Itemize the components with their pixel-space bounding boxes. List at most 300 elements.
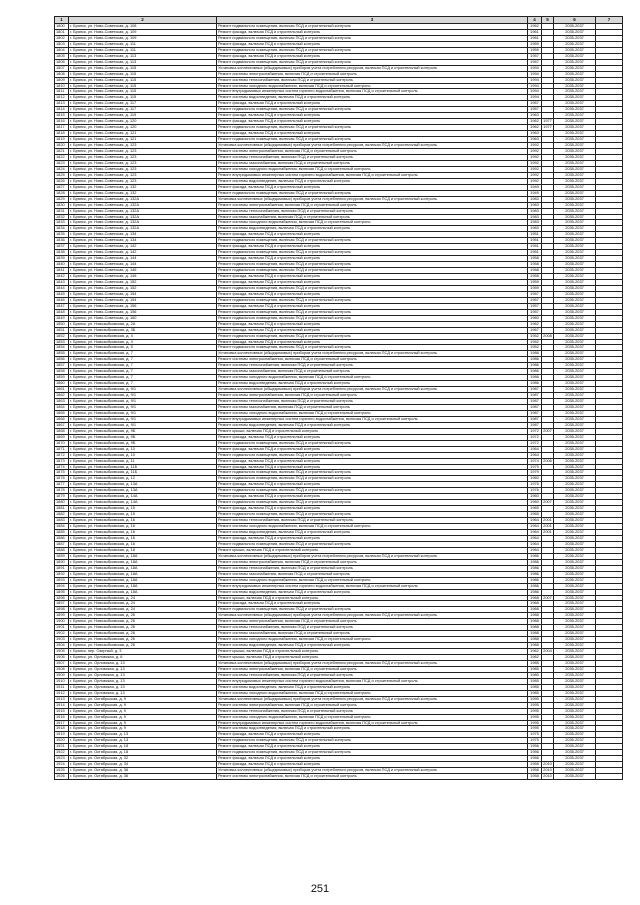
period-cell: 2035-2037 — [554, 452, 596, 458]
period-cell: 2035-2037 — [554, 309, 596, 315]
period-cell: 2035-2037 — [554, 434, 596, 440]
row-number: 1864 — [55, 405, 69, 411]
row-number: 1883 — [55, 518, 69, 524]
year-built-cell: 1963 — [528, 137, 542, 143]
address-cell: г. Брянск, ул. Новозыбковская, д. 26 — [69, 637, 217, 643]
work-type-cell: Ремонт подвального помещения, включая ПСД и строительный контроль — [217, 440, 528, 446]
address-cell: г. Брянск, ул. Орловская, д. 13 — [69, 672, 217, 678]
row-number: 1842 — [55, 274, 69, 280]
work-type-cell: Ремонт фасада, включая ПСД и строительный контроль — [217, 113, 528, 119]
year-repair-cell: 2007 — [543, 499, 552, 505]
row-number: 1924 — [55, 762, 69, 768]
period-cell: 2035-2037 — [554, 137, 596, 143]
period-cell: 2035-2037 — [554, 172, 596, 178]
address-cell: г. Брянск, ул. Новозыбковская, д. 2А — [69, 321, 217, 327]
year-built-cell: 1992 — [528, 154, 542, 160]
address-cell: г. Брянск, ул. Октябрьская, д. 13 — [69, 732, 217, 738]
year-built-cell: 1972 — [528, 428, 542, 434]
address-cell: г. Брянск, ул. Новозыбковская, д. 15 — [69, 506, 217, 512]
address-cell: г. Брянск, ул. Ново-Советская, д. 132А — [69, 214, 217, 220]
header-col-2: 2 — [69, 17, 217, 24]
year-built-cell: 1987 — [528, 416, 542, 422]
year-built-cell: 1987 — [528, 422, 542, 428]
year-built-cell: 1976 — [528, 482, 542, 488]
period-cell: 2035-2037 — [554, 351, 596, 357]
address-cell: г. Брянск, ул. Новозыбковская, д. 24 — [69, 601, 217, 607]
period-cell: 2035-2037 — [554, 268, 596, 274]
period-cell: 2035-2037 — [554, 143, 596, 149]
period-cell: 2035-2037 — [554, 690, 596, 696]
year-built-cell: 1957 — [528, 297, 542, 303]
year-built-cell: 1958 — [528, 768, 542, 774]
period-cell: 2035-2037 — [554, 476, 596, 482]
period-cell: 2035-2037 — [554, 541, 596, 547]
row-number: 1893 — [55, 577, 69, 583]
year-built-cell: 1951 — [528, 232, 542, 238]
work-type-cell: Ремонт фасада, включая ПСД и строительный контроль — [217, 464, 528, 470]
period-cell: 2035-2037 — [554, 458, 596, 464]
work-type-cell: Ремонт подвального помещения, включая ПСД и строительный контроль — [217, 238, 528, 244]
work-type-cell: Ремонт системы теплоснабжения, включая ПСД и строительный контроль — [217, 363, 528, 369]
work-type-cell: Ремонт подвального помещения, включая ПСД и строительный контроль — [217, 607, 528, 613]
period-cell: 2035-2037 — [554, 35, 596, 41]
work-type-cell: Ремонт системы газоснабжения, включая ПСД и строительный контроль — [217, 369, 528, 375]
work-type-cell: Ремонт фасада, включая ПСД и строительный контроль — [217, 506, 528, 512]
address-cell: г. Брянск, ул. Октябрьская, д. 9 — [69, 720, 217, 726]
address-cell: г. Брянск, ул. Новозыбковская, д. 9/1 — [69, 405, 217, 411]
row-number: 1891 — [55, 565, 69, 571]
work-type-cell: Ремонт фасада, включая ПСД и строительный контроль — [217, 131, 528, 137]
address-cell: г. Брянск, ул. Новозыбковская, д. 26 — [69, 613, 217, 619]
row-number: 1810 — [55, 83, 69, 89]
period-cell: 2035-2037 — [554, 440, 596, 446]
work-type-cell: Ремонт подвального помещения, включая ПСД и строительный контроль — [217, 59, 528, 65]
year-built-cell: 1988 — [528, 619, 542, 625]
header-col-6: 6 — [554, 17, 596, 24]
row-number: 1871 — [55, 446, 69, 452]
row-number: 1831 — [55, 208, 69, 214]
year-repair-cell: 2006 — [543, 458, 552, 463]
period-cell: 2035-2037 — [554, 708, 596, 714]
period-cell: 2035-2037 — [554, 696, 596, 702]
work-type-cell: Ремонт подвального помещения, включая ПСД и строительный контроль — [217, 333, 528, 339]
period-cell: 2035-2037 — [554, 41, 596, 47]
year-built-cell: 1956 — [528, 756, 542, 762]
capital-repair-table — [54, 16, 623, 780]
period-cell: 2035-2037 — [554, 285, 596, 291]
row-number: 1855 — [55, 351, 69, 357]
year-built-cell: 1972 — [528, 434, 542, 440]
work-type-cell: Установка коллективных (общедомовых) приборов учета потребления ресурсов, включая ПСД и строительный контроль — [217, 196, 528, 202]
period-cell: 2035-2037 — [554, 399, 596, 405]
work-type-cell: Ремонт внутридомовых инженерных систем горячего водоснабжения, включая ПСД и строительный контроль — [217, 583, 528, 589]
period-cell: 2035-2037 — [554, 684, 596, 690]
work-type-cell: Ремонт системы теплоснабжения, включая ПСД и строительный контроль — [217, 208, 528, 214]
year-built-cell: 1960 — [528, 476, 542, 482]
year-built-cell: 1968 — [528, 595, 542, 601]
row-number: 1895 — [55, 589, 69, 595]
year-built-cell: 1964 — [528, 541, 542, 547]
row-number: 1854 — [55, 345, 69, 351]
address-cell: г. Брянск, ул. Новозыбковская, д. 10 — [69, 452, 217, 458]
address-cell: г. Брянск, ул. Новозыбковская, д. 16 — [69, 541, 217, 547]
row-number: 1806 — [55, 59, 69, 65]
address-cell: г. Брянск, ул. Ново-Советская, д. 119 — [69, 113, 217, 119]
period-cell: 2035-2037 — [554, 24, 596, 30]
year-built-cell: 1995 — [528, 696, 542, 702]
year-built-cell: 1985 — [528, 678, 542, 684]
year-built-cell: 1987 — [528, 405, 542, 411]
work-type-cell: Ремонт системы газоснабжения, включая ПСД и строительный контроль — [217, 160, 528, 166]
year-built-cell: 1952 — [528, 339, 542, 345]
row-number: 1845 — [55, 291, 69, 297]
work-type-cell: Ремонт подвального помещения, включая ПСД и строительный контроль — [217, 309, 528, 315]
period-cell: 2035-2037 — [554, 208, 596, 214]
period-cell: 2035-2037 — [554, 47, 596, 53]
address-cell: г. Брянск, ул. Октябрьская, д. 34 — [69, 762, 217, 768]
work-type-cell: Ремонт системы холодного водоснабжения, включая ПСД и строительный контроль — [217, 166, 528, 172]
address-cell: г. Брянск, ул. Ново-Советская, д. 132А — [69, 220, 217, 226]
work-type-cell: Ремонт подвального помещения, включая ПСД и строительный контроль — [217, 190, 528, 196]
work-type-cell: Ремонт системы водоотведения, включая ПСД и строительный контроль — [217, 95, 528, 101]
work-type-cell: Ремонт системы теплоснабжения, включая ПСД и строительный контроль — [217, 625, 528, 631]
year-built-cell: 1957 — [528, 107, 542, 113]
period-cell: 2035-2037 — [554, 107, 596, 113]
address-cell: г. Брянск, ул. Новозыбковская, д. 9/1 — [69, 399, 217, 405]
address-cell: г. Брянск, ул. Ново-Советская, д. 144 — [69, 262, 217, 268]
address-cell: г. Брянск, ул. Ново-Советская, д. 142 — [69, 244, 217, 250]
year-built-cell: 1960 — [528, 315, 542, 321]
year-built-cell: 1995 — [528, 702, 542, 708]
address-cell: г. Брянск, ул. Ново-Советская, д. 121 — [69, 131, 217, 137]
address-cell: г. Брянск, ул. Ново-Советская, д. 160 — [69, 315, 217, 321]
work-type-cell: Ремонт системы электроснабжения, включая ПСД и строительный контроль — [217, 357, 528, 363]
address-cell: г. Брянск, ул. Новозыбковская, д. 7 — [69, 369, 217, 375]
year-built-cell: 1986 — [528, 577, 542, 583]
period-cell: 2035-2037 — [554, 101, 596, 107]
work-type-cell: Ремонт системы электроснабжения, включая ПСД и строительный контроль — [217, 393, 528, 399]
address-cell: г. Брянск, ул. Октябрьская, д. 9 — [69, 708, 217, 714]
work-type-cell: Ремонт системы электроснабжения, включая ПСД и строительный контроль — [217, 702, 528, 708]
address-cell: г. Брянск, ул. Новозыбковская, д. 16 — [69, 530, 217, 536]
header-col-7: 7 — [596, 17, 623, 24]
work-type-cell: Ремонт крыши, включая ПСД и строительный контроль — [217, 547, 528, 553]
address-cell: г. Брянск, ул. Новозыбковская, д. 4 — [69, 333, 217, 339]
period-cell: 2035-2037 — [554, 666, 596, 672]
address-cell: г. Брянск, ул. Новозыбковская, д. 11Б — [69, 464, 217, 470]
address-cell: г. Брянск, ул. Новозыбковская, д. 16 — [69, 535, 217, 541]
work-type-cell: Ремонт системы холодного водоснабжения, включая ПСД и строительный контроль — [217, 524, 528, 530]
work-type-cell: Ремонт системы водоотведения, включая ПСД и строительный контроль — [217, 530, 528, 536]
work-type-cell: Ремонт фасада, включая ПСД и строительный контроль — [217, 53, 528, 59]
address-cell: г. Брянск, ул. Ново-Советская, д. 115 — [69, 71, 217, 77]
address-cell: г. Брянск, ул. Ново-Советская, д. 134 — [69, 232, 217, 238]
year-built-cell: 1949 — [528, 190, 542, 196]
work-type-cell: Ремонт подвального помещения, включая ПСД и строительный контроль — [217, 125, 528, 131]
row-number: 1888 — [55, 547, 69, 553]
work-type-cell: Ремонт системы холодного водоснабжения, включая ПСД и строительный контроль — [217, 690, 528, 696]
year-built-cell: 1957 — [528, 303, 542, 309]
work-type-cell: Ремонт подвального помещения, включая ПСД и строительный контроль — [217, 285, 528, 291]
year-built-cell: 1983 — [528, 196, 542, 202]
period-cell: 2035-2037 — [554, 113, 596, 119]
address-cell: г. Брянск, ул. Ново-Советская, д. 132А — [69, 208, 217, 214]
header-col-4: 4 — [528, 17, 542, 24]
period-cell: 2035-2037 — [554, 607, 596, 613]
work-type-cell: Ремонт крыши, включая ПСД и строительный контроль — [217, 428, 528, 434]
address-cell: г. Брянск, ул. Новозыбковская, д. 5 — [69, 345, 217, 351]
row-number: 1865 — [55, 410, 69, 416]
period-cell: 2035-2037 — [554, 744, 596, 750]
work-type-cell: Ремонт подвального помещения, включая ПСД и строительный контроль — [217, 315, 528, 321]
period-cell: 2035-2037 — [554, 762, 596, 768]
year-built-cell: 1983 — [528, 202, 542, 208]
period-cell: 2035-2037 — [554, 619, 596, 625]
address-cell: г. Брянск, ул. Ново-Советская, д. 152 — [69, 285, 217, 291]
address-cell: г. Брянск, ул. Орловская, д. 13 — [69, 690, 217, 696]
row-number: 1900 — [55, 619, 69, 625]
period-cell: 2035-2037 — [554, 494, 596, 500]
address-cell: г. Брянск, ул. Октябрьская, д. 36 — [69, 768, 217, 774]
year-built-cell: 1985 — [528, 666, 542, 672]
year-built-cell: 1995 — [528, 708, 542, 714]
year-built-cell: 1987 — [528, 393, 542, 399]
period-cell: 2035-2037 — [554, 649, 596, 655]
year-built-cell: 1992 — [528, 178, 542, 184]
address-cell: г. Брянск, ул. Октябрьская, д. 9 — [69, 726, 217, 732]
address-cell: г. Брянск, ул. Ново-Советская, д. 123 — [69, 172, 217, 178]
address-cell: г. Брянск, ул. Новозыбковская, д. 14А — [69, 500, 217, 506]
year-built-cell: 1964 — [528, 535, 542, 541]
address-cell: г. Брянск, ул. Ново-Советская, д. 117 — [69, 107, 217, 113]
work-type-cell: Ремонт системы холодного водоснабжения, включая ПСД и строительный контроль — [217, 714, 528, 720]
address-cell: г. Брянск, ул. Ново-Советская, д. 113 — [69, 59, 217, 65]
header-col-3: 3 — [217, 17, 528, 24]
year-built-cell: 1986 — [528, 375, 542, 381]
year-built-cell: 1951 — [528, 250, 542, 256]
row-number: 1917 — [55, 720, 69, 726]
address-cell: г. Брянск, ул. Октябрьская, д. 36 — [69, 774, 217, 780]
address-cell: г. Брянск, ул. Новозыбковская, д. 15 — [69, 512, 217, 518]
period-cell: 2035-2037 — [554, 589, 596, 595]
address-cell: г. Брянск, ул. Ново-Советская, д. 120 — [69, 125, 217, 131]
period-cell: 2035-2037 — [554, 327, 596, 333]
address-cell: г. Брянск, ул. Новозыбковская, д. 18А — [69, 589, 217, 595]
period-cell: 2035-2037 — [554, 339, 596, 345]
row-number: 1872 — [55, 452, 69, 458]
work-type-cell: Ремонт системы водоотведения, включая ПСД и строительный контроль — [217, 726, 528, 732]
year-built-cell: 1963 — [528, 131, 542, 137]
year-built-cell: 1962 — [528, 125, 542, 131]
row-number: 1886 — [55, 535, 69, 541]
work-type-cell: Ремонт фасада, включая ПСД и строительный контроль — [217, 482, 528, 488]
row-number: 1876 — [55, 476, 69, 482]
address-cell: г. Брянск, ул. Новозыбковская, д. 11Б — [69, 470, 217, 476]
document-sheet — [54, 16, 622, 780]
address-cell: г. Брянск, ул. Новозыбковская, д. 18А — [69, 583, 217, 589]
work-type-cell: Ремонт фасада, включая ПСД и строительный контроль — [217, 535, 528, 541]
work-type-cell: Установка коллективных (общедомовых) приборов учета потребления ресурсов, включая ПСД и строительный контроль — [217, 613, 528, 619]
row-number: 1914 — [55, 702, 69, 708]
year-repair-cell: 2004 — [543, 648, 552, 654]
address-cell: г. Брянск, ул. Орловская, д. 13 — [69, 666, 217, 672]
row-number: 1802 — [55, 35, 69, 41]
row-number: 1880 — [55, 500, 69, 506]
period-cell: 2035-2037 — [554, 518, 596, 524]
row-number: 1874 — [55, 464, 69, 470]
year-built-cell: 1994 — [528, 71, 542, 77]
row-number: 1925 — [55, 768, 69, 774]
row-number: 1821 — [55, 149, 69, 155]
period-cell: 2035-2037 — [554, 482, 596, 488]
period-cell: 2035-2037 — [554, 595, 596, 601]
row-number: 1869 — [55, 434, 69, 440]
year-built-cell: 1987 — [528, 399, 542, 405]
period-cell: 2035-2037 — [554, 77, 596, 83]
address-cell: г. Брянск, ул. Ново-Советская, д. 108 — [69, 24, 217, 30]
work-type-cell: Ремонт фасада, включая ПСД и строительный контроль — [217, 274, 528, 280]
work-type-cell: Ремонт фасада, включая ПСД и строительный контроль — [217, 434, 528, 440]
row-number: 1918 — [55, 726, 69, 732]
period-cell: 2035-2037 — [554, 571, 596, 577]
address-cell: г. Брянск, ул. Новозыбковская, д. 9Б — [69, 440, 217, 446]
work-type-cell: Ремонт фасада, включая ПСД и строительный контроль — [217, 303, 528, 309]
work-type-cell: Ремонт внутридомовых инженерных систем горячего водоснабжения, включая ПСД и строительный контроль — [217, 416, 528, 422]
address-cell: г. Брянск, ул. Ново-Советская, д. 115 — [69, 83, 217, 89]
table-row — [55, 774, 623, 780]
row-number: 1830 — [55, 202, 69, 208]
year-built-cell: 1958 — [528, 268, 542, 274]
work-type-cell: Ремонт внутридомовых инженерных систем горячего водоснабжения, включая ПСД и строительный контроль — [217, 89, 528, 95]
header-col-1: 1 — [55, 17, 69, 24]
year-built-cell: 1983 — [528, 214, 542, 220]
row-number: 1892 — [55, 571, 69, 577]
row-number: 1808 — [55, 71, 69, 77]
address-cell: г. Брянск, ул. Октябрьская, д. 18 — [69, 744, 217, 750]
work-type-cell: Ремонт подвального помещения, включая ПСД и строительный контроль — [217, 35, 528, 41]
year-repair-cell: 2007 — [543, 428, 552, 433]
year-built-cell: 1961 — [528, 35, 542, 41]
row-number: 1898 — [55, 607, 69, 613]
year-built-cell: 1986 — [528, 553, 542, 559]
row-number: 1838 — [55, 250, 69, 256]
year-built-cell: 1964 — [528, 524, 542, 530]
row-number: 1879 — [55, 494, 69, 500]
work-type-cell: Ремонт системы водоотведения, включая ПСД и строительный контроль — [217, 643, 528, 649]
address-cell: г. Брянск, ул. Новозыбковская, д. 13А — [69, 488, 217, 494]
address-cell: г. Брянск, ул. Новозыбковская, д. 9/1 — [69, 393, 217, 399]
work-type-cell: Ремонт фасада, включая ПСД и строительный контроль — [217, 244, 528, 250]
row-number: 1912 — [55, 690, 69, 696]
work-type-cell: Установка коллективных (общедомовых) приборов учета потребления ресурсов, включая ПСД и строительный контроль — [217, 696, 528, 702]
table-body — [55, 24, 623, 780]
address-cell: г. Брянск, ул. Новозыбковская, д. 11 — [69, 458, 217, 464]
address-cell: г. Брянск, ул. Октябрьская, д. 9 — [69, 696, 217, 702]
work-type-cell: Ремонт системы электроснабжения, включая ПСД и строительный контроль — [217, 202, 528, 208]
year-built-cell: 1994 — [528, 89, 542, 95]
row-number: 1882 — [55, 512, 69, 518]
period-cell: 2035-2037 — [554, 214, 596, 220]
period-cell: 2035-2037 — [554, 470, 596, 476]
row-number: 1823 — [55, 160, 69, 166]
work-type-cell: Ремонт системы теплоснабжения, включая ПСД и строительный контроль — [217, 565, 528, 571]
period-cell: 2035-2037 — [554, 89, 596, 95]
work-type-cell: Ремонт системы теплоснабжения, включая ПСД и строительный контроль — [217, 708, 528, 714]
row-number: 1889 — [55, 553, 69, 559]
address-cell: г. Брянск, ул. Новозыбковская, д. 14А — [69, 494, 217, 500]
address-cell: г. Брянск, ул. Новозыбковская, д. 18 — [69, 547, 217, 553]
period-cell: 2035-2037 — [554, 387, 596, 393]
address-cell: г. Брянск, ул. Ново-Советская, д. 115 — [69, 77, 217, 83]
row-number: 1896 — [55, 595, 69, 601]
work-type-cell: Ремонт фасада, включая ПСД и строительный контроль — [217, 291, 528, 297]
row-number: 1813 — [55, 101, 69, 107]
row-number: 1853 — [55, 339, 69, 345]
period-cell: 2035-2037 — [554, 160, 596, 166]
year-built-cell: 1960 — [528, 500, 542, 506]
work-type-cell: Ремонт фасада, включая ПСД и строительный контроль — [217, 732, 528, 738]
period-cell: 2035-2037 — [554, 226, 596, 232]
row-number: 1832 — [55, 214, 69, 220]
work-type-cell: Ремонт подвального помещения, включая ПСД и строительный контроль — [217, 137, 528, 143]
year-built-cell: 1979 — [528, 464, 542, 470]
work-type-cell: Ремонт системы газоснабжения, включая ПСД и строительный контроль — [217, 405, 528, 411]
table-header-row — [55, 17, 623, 24]
year-built-cell: 1964 — [528, 547, 542, 553]
row-number: 1873 — [55, 458, 69, 464]
address-cell: г. Брянск, ул. Новозыбковская, д. 16 — [69, 518, 217, 524]
row-number: 1906 — [55, 655, 69, 661]
row-number: 1818 — [55, 131, 69, 137]
year-built-cell: 1983 — [528, 220, 542, 226]
year-built-cell: 1988 — [528, 631, 542, 637]
year-built-cell: 1962 — [528, 321, 542, 327]
year-built-cell: 1985 — [528, 690, 542, 696]
address-cell: г. Брянск, ул. Ново-Советская, д. 111 — [69, 47, 217, 53]
address-cell: г. Брянск, ул. Октябрьская, д. 18 — [69, 750, 217, 756]
work-type-cell: Ремонт системы водоотведения, включая ПСД и строительный контроль — [217, 178, 528, 184]
row-number: 1890 — [55, 559, 69, 565]
address-cell: г. Брянск, ул. Новозыбковская, д. 26 — [69, 625, 217, 631]
row-number: 1911 — [55, 684, 69, 690]
address-cell: г. Брянск, ул. Ново-Советская, д. 123 — [69, 143, 217, 149]
row-number: 1866 — [55, 416, 69, 422]
work-type-cell: Ремонт подвального помещения, включая ПСД и строительный контроль — [217, 470, 528, 476]
work-type-cell: Ремонт системы теплоснабжения, включая ПСД и строительный контроль — [217, 399, 528, 405]
address-cell: г. Брянск, ул. Ново-Советская, д. 156 — [69, 303, 217, 309]
period-cell: 2035-2037 — [554, 565, 596, 571]
work-type-cell: Ремонт системы электроснабжения, включая ПСД и строительный контроль — [217, 619, 528, 625]
year-built-cell: 1994 — [528, 65, 542, 71]
year-built-cell: 1957 — [528, 309, 542, 315]
year-built-cell: 1995 — [528, 720, 542, 726]
work-type-cell: Ремонт подвального помещения, включая ПСД и строительный контроль — [217, 750, 528, 756]
year-built-cell: 1975 — [528, 732, 542, 738]
address-cell: г. Брянск, ул. Ново-Советская, д. 146 — [69, 268, 217, 274]
year-built-cell: 1959 — [528, 47, 542, 53]
work-type-cell: Ремонт внутридомовых инженерных систем горячего водоснабжения, включая ПСД и строительный контроль — [217, 720, 528, 726]
work-type-cell: Ремонт фасада, включая ПСД и строительный контроль — [217, 756, 528, 762]
year-built-cell: 1986 — [528, 571, 542, 577]
address-cell: г. Брянск, ул. Новозыбковская, д. 9Б — [69, 434, 217, 440]
row-number: 1868 — [55, 428, 69, 434]
row-number: 1851 — [55, 327, 69, 333]
period-cell: 2035-2037 — [554, 512, 596, 518]
year-built-cell: 1988 — [528, 643, 542, 649]
work-type-cell: Ремонт системы холодного водоснабжения, включая ПСД и строительный контроль — [217, 220, 528, 226]
work-type-cell: Ремонт системы холодного водоснабжения, включая ПСД и строительный контроль — [217, 375, 528, 381]
work-type-cell: Ремонт подвального помещения, включая ПСД и строительный контроль — [217, 476, 528, 482]
